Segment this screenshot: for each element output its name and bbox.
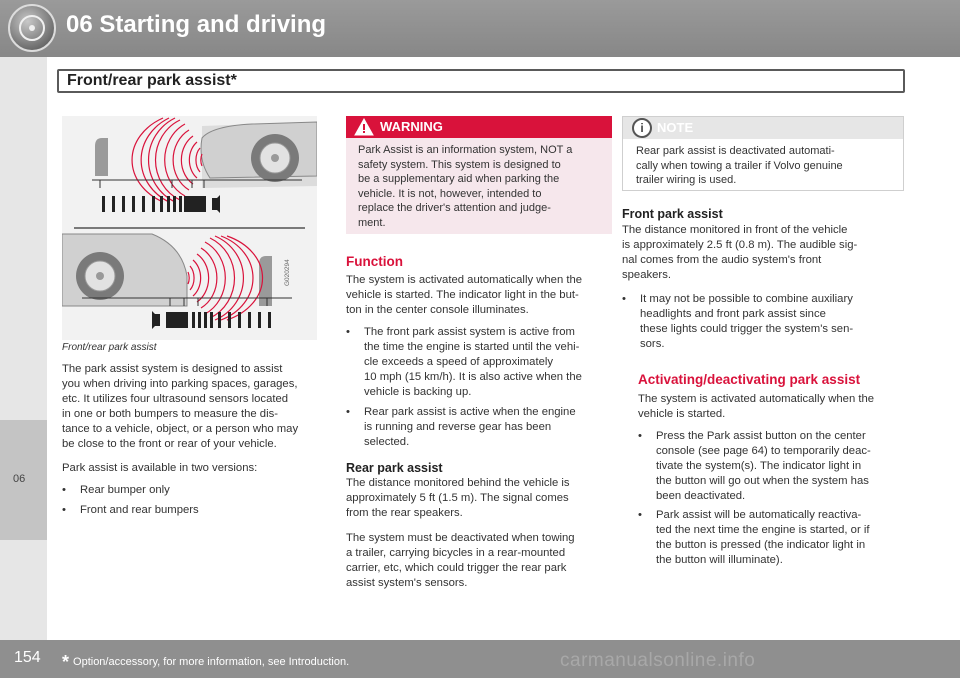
versions-intro: Park assist is available in two versions: [62, 462, 258, 474]
list-item-text [364, 325, 582, 400]
list-item-line: Park assist will be automatically reactiva- [656, 509, 862, 521]
bullet-icon: • [62, 484, 66, 496]
bullet-icon: • [638, 509, 642, 521]
warning-line: be a supplementary aid when parking the [358, 173, 560, 185]
rear-park-assist-heading: Rear park assist [346, 461, 443, 475]
warning-triangle-icon [354, 118, 374, 136]
volvo-steering-wheel-logo-icon [8, 4, 56, 52]
rear-assist-paragraph [346, 476, 616, 521]
front-assist-line: nal comes from the audio system's front [622, 254, 822, 266]
chapter-tab-label: 06 [13, 473, 26, 485]
list-item-text [364, 405, 576, 450]
list-item-line: the button will go out when the system has [656, 475, 869, 487]
section-title: Front/rear park assist* [67, 72, 237, 89]
bullet-icon: • [622, 293, 626, 305]
activating-line: vehicle is started. [638, 408, 726, 420]
rear-assist-line: approximately 5 ft (1.5 m). The signal comes [346, 492, 569, 504]
figure-caption: Front/rear park assist [62, 342, 157, 353]
rear-assist-line: from the rear speakers. [346, 507, 463, 519]
list-item-line: is running and reverse gear has been [364, 421, 552, 433]
list-item [346, 405, 616, 450]
park-assist-figure [62, 116, 317, 340]
list-item-line: It may not be possible to combine auxiliary [640, 293, 853, 305]
activating-heading: Activating/deactivating park assist [638, 372, 861, 387]
front-assist-line: is approximately 2.5 ft (0.8 m). The audible sig- [622, 239, 858, 251]
rear-assist-towing-paragraph [346, 531, 616, 591]
front-park-assist-heading: Front park assist [622, 207, 723, 221]
function-line: The system is activated automatically when the [346, 274, 583, 286]
list-item-line: been deactivated. [656, 490, 746, 502]
list-item-text [640, 292, 853, 352]
list-item-line: console (see page 64) to temporarily deac- [656, 445, 871, 457]
list-item-line: cle exceeds a speed of approximately [364, 356, 554, 368]
bullet-icon: • [346, 406, 350, 418]
function-heading: Function [346, 254, 403, 269]
footnote-text: Option/accessory, for more information, see Introduction. [73, 656, 350, 668]
chapter-sidebar [0, 57, 47, 640]
rear-assist-line: assist system's sensors. [346, 577, 468, 589]
intro-line: you when driving into parking spaces, garages, [62, 378, 298, 390]
rear-assist-line: a trailer, carrying bicycles in a rear-mounted [346, 547, 566, 559]
list-item-line: the button will illuminate). [656, 554, 783, 566]
footnote [62, 649, 349, 670]
warning-text [358, 143, 608, 230]
warning-line: Park Assist is an information system, NOT a [358, 144, 573, 156]
chapter-tab [0, 420, 47, 540]
watermark: carmanualsonline.info [560, 650, 756, 671]
list-item-line: headlights and front park assist since [640, 308, 826, 320]
figure-code: G020294 [284, 259, 291, 286]
warning-box [346, 116, 612, 234]
list-item-line: the button is pressed (the indicator light in [656, 539, 866, 551]
function-line: ton in the center console illuminates. [346, 304, 529, 316]
park-assist-illustration [62, 116, 317, 340]
note-text [636, 144, 898, 188]
list-item-line: ted the next time the engine is started, or if [656, 524, 870, 536]
chapter-title: 06 Starting and driving [66, 11, 327, 38]
front-assist-paragraph [622, 223, 907, 283]
list-item-line: vehicle is backing up. [364, 386, 472, 398]
chapter-header [0, 0, 960, 57]
page-footer [0, 640, 960, 678]
bullet-icon: • [346, 326, 350, 338]
list-item-line: 10 mph (15 km/h). It is also active when the [364, 371, 582, 383]
list-item-text: Front and rear bumpers [80, 504, 199, 516]
list-item [622, 292, 907, 352]
front-assist-line: The distance monitored in front of the vehicle [622, 224, 848, 236]
intro-line: tance to a vehicle, object, or a person who may [62, 423, 299, 435]
warning-line: safety system. This system is designed to [358, 158, 561, 171]
rear-assist-line: The system must be deactivated when towing [346, 532, 575, 544]
info-icon: i [632, 118, 652, 138]
intro-line: be close to the front or rear of your vehicle. [62, 438, 277, 450]
intro-paragraph [62, 362, 328, 452]
list-item-line: The front park assist system is active from [364, 326, 575, 338]
list-item-line: tivate the system(s). The indicator light in [656, 460, 862, 472]
note-line: Rear park assist is deactivated automati- [636, 145, 835, 157]
list-item-line: sors. [640, 338, 665, 350]
footnote-asterisk: * [62, 652, 70, 672]
bullet-icon: • [62, 504, 66, 516]
list-item-line: Rear park assist is active when the engine [364, 406, 576, 418]
section-title-bar [57, 69, 905, 93]
rear-assist-line: The distance monitored behind the vehicle is [346, 477, 570, 489]
list-item-line: Press the Park assist button on the center [656, 430, 866, 442]
intro-line: in one or both bumpers to measure the dis- [62, 408, 279, 420]
page-number: 154 [14, 649, 41, 666]
list-item-line: selected. [364, 436, 410, 448]
note-header [623, 117, 903, 139]
warning-title: WARNING [380, 119, 443, 134]
rear-sensor-scene [62, 234, 292, 329]
warning-line: ment. [358, 216, 386, 229]
list-item-line: these lights could trigger the system's sen- [640, 323, 854, 335]
function-paragraph [346, 273, 616, 318]
note-box [622, 116, 904, 191]
function-line: vehicle is started. The indicator light in the but- [346, 289, 579, 301]
list-item-text [656, 429, 871, 504]
note-line: cally when towing a trailer if Volvo genuine [636, 159, 843, 172]
note-title: NOTE [657, 120, 694, 135]
rear-assist-line: carrier, etc, which could trigger the rear park [346, 562, 567, 574]
list-item [638, 508, 908, 568]
list-item [346, 325, 616, 400]
activating-paragraph [638, 392, 908, 422]
list-item-text: Rear bumper only [80, 484, 170, 496]
front-assist-line: speakers. [622, 269, 671, 281]
intro-line: The park assist system is designed to assist [62, 363, 283, 375]
bullet-icon: • [638, 430, 642, 442]
warning-line: replace the driver's attention and judge- [358, 202, 551, 214]
intro-line: etc. It utilizes four ultrasound sensors located [62, 393, 289, 405]
list-item [638, 429, 908, 504]
list-item-line: the time the engine is started until the vehi- [364, 341, 580, 353]
warning-header [346, 116, 612, 138]
front-sensor-scene [92, 118, 317, 213]
warning-line: vehicle. It is not, however, intended to [358, 187, 542, 200]
list-item-text [656, 508, 870, 568]
note-line: trailer wiring is used. [636, 174, 737, 186]
activating-line: The system is activated automatically when the [638, 393, 875, 405]
